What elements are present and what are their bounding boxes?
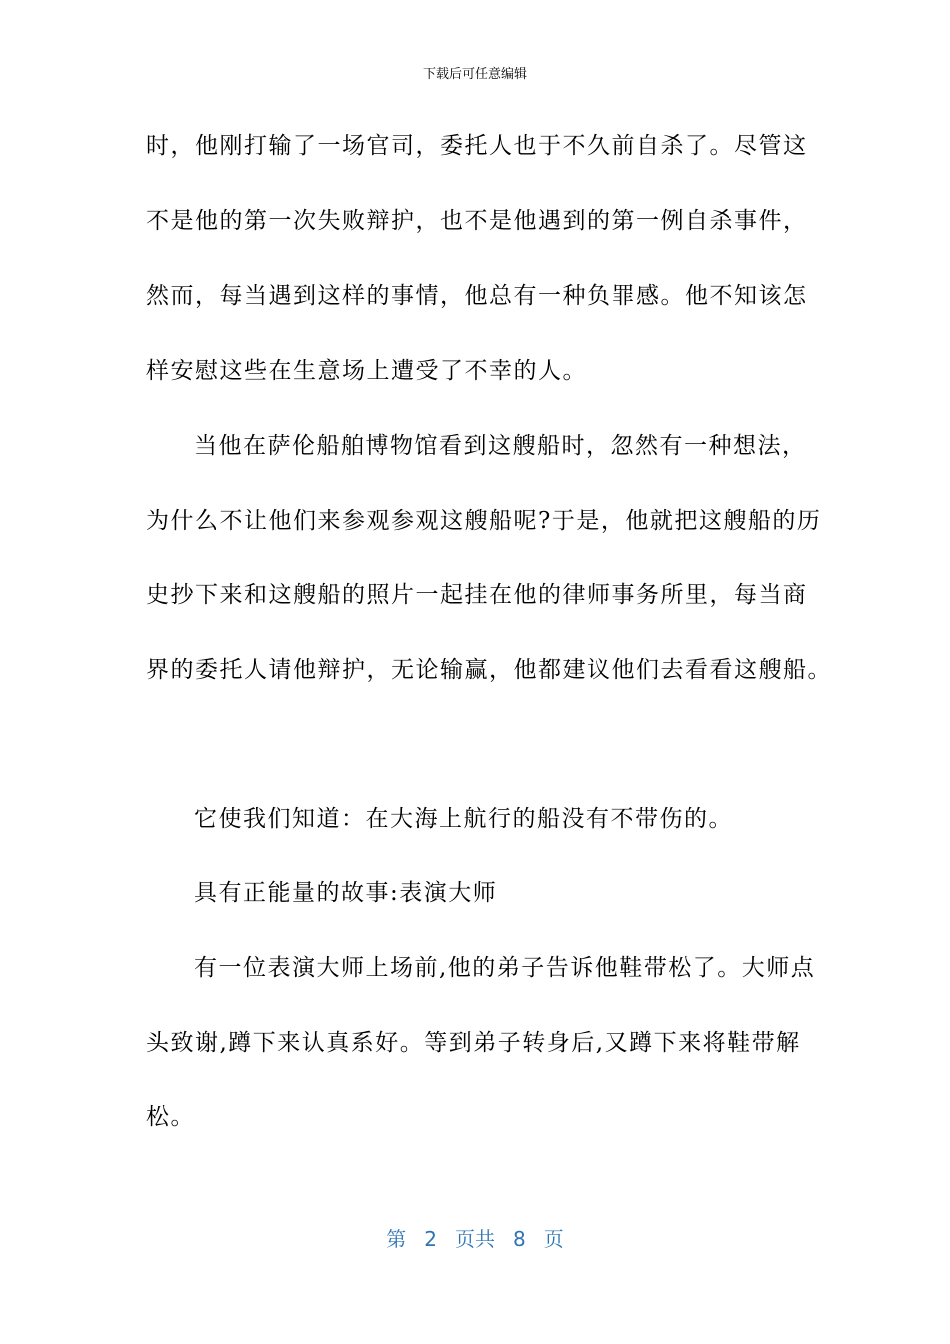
text-line: 样安慰这些在生意场上遭受了不幸的人。: [146, 358, 587, 384]
text-line: 界的委托人请他辩护，无论输赢，他都建议他们去看看这艘船。: [146, 657, 832, 683]
text-line: 不是他的第一次失败辩护，也不是他遇到的第一例自杀事件，: [146, 208, 808, 234]
page-label-middle: 页共: [455, 1227, 495, 1251]
text-line: 松。: [146, 1104, 195, 1130]
text-line: 有一位表演大师上场前,他的弟子告诉他鞋带松了。大师点: [194, 955, 816, 981]
text-line: 具有正能量的故事:表演大师: [194, 880, 498, 906]
text-line: 头致谢,蹲下来认真系好。等到弟子转身后,又蹲下来将鞋带解: [146, 1030, 801, 1056]
page-label-suffix: 页: [543, 1227, 564, 1251]
page-number: 2: [424, 1227, 437, 1251]
text-line: 为什么不让他们来参观参观这艘船呢?于是，他就把这艘船的历: [146, 508, 822, 534]
text-line: 史抄下来和这艘船的照片一起挂在他的律师事务所里，每当商: [146, 582, 808, 608]
text-line: 然而，每当遇到这样的事情，他总有一种负罪感。他不知该怎: [146, 283, 808, 309]
page-label-prefix: 第: [386, 1227, 407, 1251]
page-footer: [0, 1226, 950, 1252]
text-line: 当他在萨伦船舶博物馆看到这艘船时，忽然有一种想法，: [194, 433, 807, 459]
total-pages: 8: [513, 1227, 526, 1251]
text-line: 它使我们知道：在大海上航行的船没有不带伤的。: [194, 806, 733, 832]
text-line: 时，他刚打输了一场官司，委托人也于不久前自杀了。尽管这: [146, 133, 808, 159]
page-header: 下载后可任意编辑: [422, 67, 527, 82]
